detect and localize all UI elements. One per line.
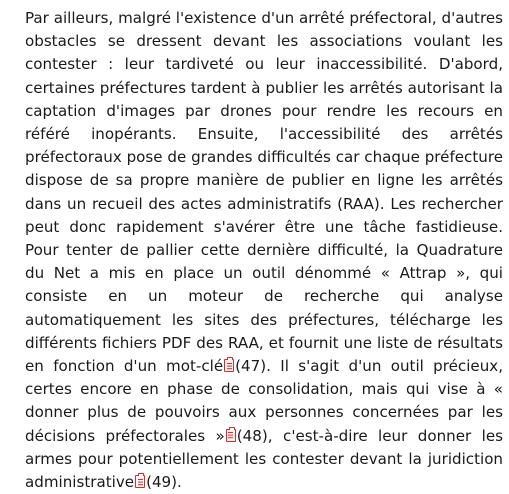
footnote-note-icon[interactable] [135,475,145,488]
footnote-ref-47[interactable]: (47) [235,357,267,376]
paragraph-text-2: . Il s'agit d'un outil précieux, certes encore en phase de consolidation, mais qui vise à « donner plus de pouvoirs aux personnes concernées par les décisions préfectorales » [25,357,503,445]
paragraph [25,7,503,494]
footnote-note-icon[interactable] [224,359,234,372]
footnote-note-icon[interactable] [226,429,236,442]
footnote-ref-49[interactable]: (49) [146,473,178,492]
paragraph-text-4: . [177,473,182,492]
footnote-ref-48[interactable]: (48) [236,426,268,445]
paragraph-text-1: Par ailleurs, malgré l'existence d'un arrêté préfectoral, d'autres obstacles se dressent devant les associations voulant les contester : leur tardiveté ou leur inaccessibilité. D'abord, certaines préfectures tardent à publier les arrêtés autorisant la captation d'images par drones pour rendre les recours en référé inopérants. Ensuite, l'accessibilité des arrêtés préfectoraux pose de grandes difficultés car chaque préfecture dispose de sa propre manière de publier en ligne les arrêtés dans un recueil des actes administratifs (RAA). Les rechercher peut donc rapidement s'avérer être une tâche fastidieuse. Pour tenter de pallier cette dernière difficulté, la Quadrature du Net a mis en place un outil dénommé « Attrap », qui consiste en un moteur de recherche qui analyse automatiquement les sites des préfectures, télécharge les différents fichiers PDF des RAA, et fournit une liste de résultats en fonction d'un mot-clé [25,9,503,376]
document-body [25,7,503,494]
paragraph-text-3: , c'est-à-dire leur donner les armes pour potentiellement les contester devant la juridiction administrative [25,426,503,492]
